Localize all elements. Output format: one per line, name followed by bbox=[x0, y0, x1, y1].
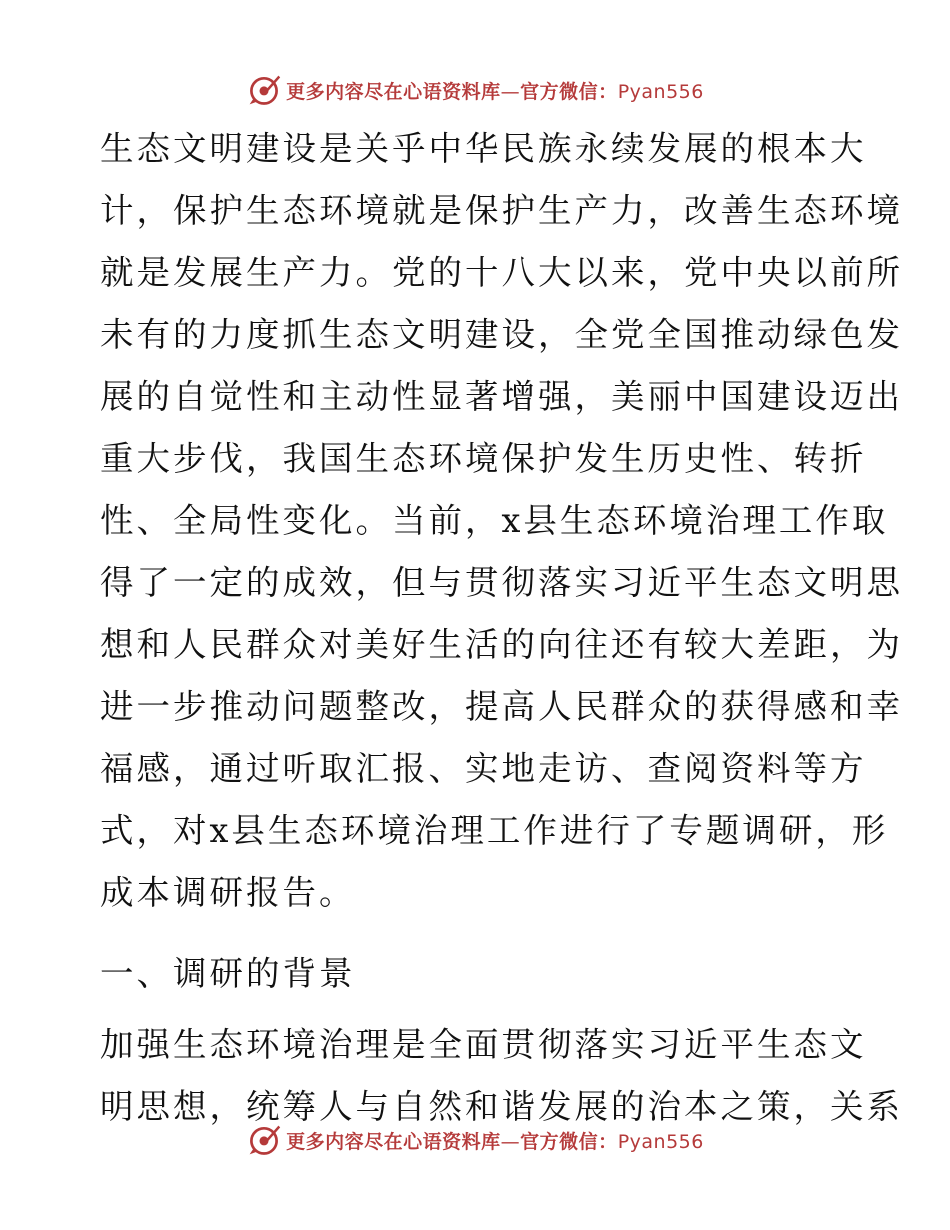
text-line: 性、全局性变化。当前，x县生态环境治理工作取 bbox=[100, 501, 889, 540]
paragraph-intro bbox=[100, 118, 903, 924]
text-line: 生态文明建设是关乎中华民族永续发展的根本大 bbox=[100, 129, 867, 168]
text-line: 想和人民群众对美好生活的向往还有较大差距，为 bbox=[100, 625, 903, 664]
quill-pen-seal-icon bbox=[246, 1122, 282, 1158]
watermark-text: 更多内容尽在心语资料库—官方微信：Pyan556 bbox=[286, 1130, 704, 1153]
text-line: 福感，通过听取汇报、实地走访、查阅资料等方 bbox=[100, 749, 867, 788]
watermark-banner-top bbox=[0, 70, 950, 110]
text-line: 加强生态环境治理是全面贯彻落实习近平生态文 bbox=[100, 1025, 867, 1064]
watermark-text: 更多内容尽在心语资料库—官方微信：Pyan556 bbox=[286, 80, 704, 103]
text-line: 就是发展生产力。党的十八大以来，党中央以前所 bbox=[100, 253, 903, 292]
quill-pen-seal-icon bbox=[246, 72, 282, 108]
text-line: 未有的力度抓生态文明建设，全党全国推动绿色发 bbox=[100, 315, 903, 354]
text-line: 计，保护生态环境就是保护生产力，改善生态环境 bbox=[100, 191, 903, 230]
text-line: 进一步推动问题整改，提高人民群众的获得感和幸 bbox=[100, 687, 903, 726]
section-heading: 一、调研的背景 bbox=[100, 954, 356, 993]
watermark-banner-bottom bbox=[0, 1120, 950, 1160]
document-body bbox=[100, 118, 903, 1138]
text-line: 展的自觉性和主动性显著增强，美丽中国建设迈出 bbox=[100, 377, 903, 416]
text-line: 重大步伐，我国生态环境保护发生历史性、转折 bbox=[100, 439, 867, 478]
text-line: 明思想，统筹人与自然和谐发展的治本之策，关系 bbox=[100, 1087, 903, 1126]
text-line: 成本调研报告。 bbox=[100, 873, 356, 912]
text-line: 式，对x县生态环境治理工作进行了专题调研，形 bbox=[100, 811, 889, 850]
text-line: 得了一定的成效，但与贯彻落实习近平生态文明思 bbox=[100, 563, 903, 602]
